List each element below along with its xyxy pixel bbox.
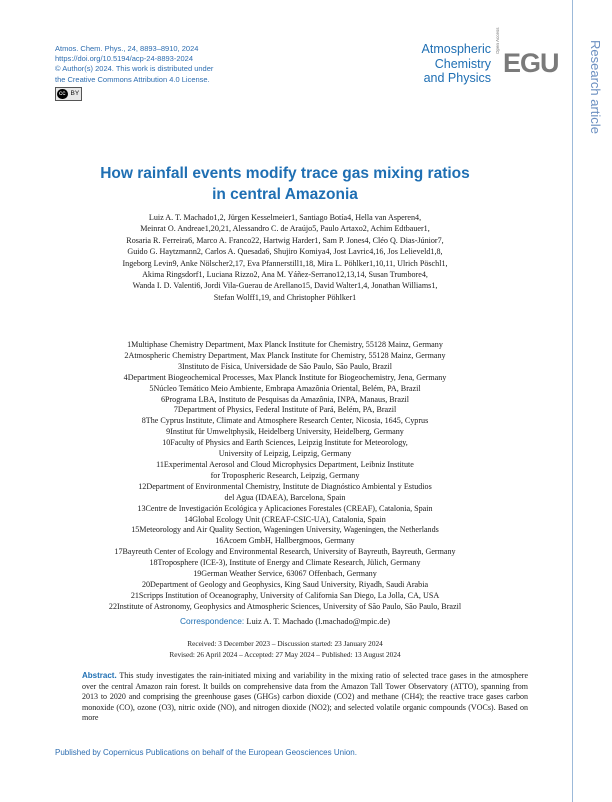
publisher-footer: Published by Copernicus Publications on behalf of the European Geosciences Union. xyxy=(55,748,357,757)
affiliation-line: 6Programa LBA, Instituto de Pesquisas da Amazônia, INPA, Manaus, Brazil xyxy=(160,394,410,404)
correspondence xyxy=(60,616,510,626)
affiliation-line: for Tropospheric Research, Leipzig, Germany xyxy=(210,470,360,480)
citation: Atmos. Chem. Phys., 24, 8893–8910, 2024 xyxy=(55,44,199,53)
cc-icon: cc xyxy=(59,89,66,97)
correspondence-text[interactable]: Luiz A. T. Machado (l.machado@mpic.de) xyxy=(246,617,391,626)
author-line: Luiz A. T. Machado1,2, Jürgen Kesselmeier1, Santiago Botía4, Hella van Asperen4, xyxy=(148,213,422,222)
affiliation-line: 15Meteorology and Air Quality Section, Wageningen University, Wageningen, the Netherlands xyxy=(131,525,439,535)
affiliation-line: 18Troposphere (ICE-3), Institute of Energy and Climate Research, Jülich, Germany xyxy=(149,558,421,568)
journal-name: Atmospheric Chemistry and Physics xyxy=(421,42,491,85)
affiliation-line: 20Department of Geology and Geophysics, King Saud University, Riyadh, Saudi Arabia xyxy=(141,579,429,589)
correspondence-label: Correspondence: xyxy=(179,616,245,626)
article-header xyxy=(55,44,315,101)
author-line: Rosaria R. Ferreira6, Marco A. Franco22, Hartwig Harder1, Sam P. Jones4, Cléo Q. Dias-Júnior7, xyxy=(126,235,444,245)
author-line: Ingeborg Levin9, Anke Nölscher2,17, Eva Pfannerstill1,18, Mira L. Pöhlker1,10,11, Ulrich Pöschl1, xyxy=(122,258,448,268)
affiliation-line: 10Faculty of Physics and Earth Sciences, Leipzig Institute for Meteorology, xyxy=(162,438,408,448)
copyright-line: © Author(s) 2024. This work is distributed under xyxy=(55,64,214,74)
affiliation-line: University of Leipzig, Leipzig, Germany xyxy=(218,449,352,459)
author-list xyxy=(65,212,505,303)
affiliation-line: 7Department of Physics, Federal Institute of Pará, Belém, PA, Brazil xyxy=(173,405,397,415)
affiliation-line: 21Scripps Institution of Oceanography, University of California San Diego, La Jolla, CA, USA xyxy=(130,590,440,600)
affiliation-line: 9Institut für Umweltphysik, Heidelberg University, Heidelberg, Germany xyxy=(166,427,404,437)
author-line: Guido G. Haytzmann2, Carlos A. Quesada6, Shujiro Komiya4, Jost Lavric4,16, Jos Lelieveld1,8, xyxy=(127,247,443,257)
journal-logo xyxy=(408,27,559,96)
affiliation-line: 5Núcleo Temático Meio Ambiente, Embrapa Amazônia Oriental, Belém, PA, Brazil xyxy=(149,383,421,393)
affiliation-line: 1Multiphase Chemistry Department, Max Planck Institute for Chemistry, 55128 Mainz, Germany xyxy=(127,340,443,349)
affiliation-line: 4Department Biogeochemical Processes, Max Planck Institute for Biogeochemistry, Jena, Germany xyxy=(123,372,447,382)
affiliation-line: 2Atmospheric Chemistry Department, Max Planck Institute for Chemistry, 55128 Mainz, Germany xyxy=(124,350,446,360)
publication-dates: Received: 3 December 2023 – Discussion started: 23 January 2024 Revised: 26 April 2024 – Accepted: 27 May 2024 – Published: 13 August 2024 xyxy=(169,639,401,659)
egu-logo-icon: EGU xyxy=(503,48,559,78)
affiliation-line: 16Acoem GmbH, Hallbergmoos, Germany xyxy=(215,536,355,546)
author-line: Akima Ringsdorf1, Luciana Rizzo2, Ana M. Yáñez-Serrano12,13,14, Susan Trumbore4, xyxy=(142,270,428,280)
cc-by-license-badge[interactable] xyxy=(55,87,82,101)
author-line: Meinrat O. Andreae1,20,21, Alessandro C. de Araújo5, Paulo Artaxo2, Achim Edtbauer1, xyxy=(140,224,430,234)
abstract-text: This study investigates the rain-initiated mixing and variability in the mixing ratio of selected trace gases in the atmosphere over the central Amazon rain forest. It builds on comprehensive data from the Amazon Tall Tower Observatory (ATTO), spanning from 2013 to 2020 and comprising the greenhouse gases (GHGs) carbon dioxide (CO2) and methane (CH4); the reactive trace gases carbon monoxide (CO), ozone (O3), nitric oxide (NO), and nitrogen dioxide (NO2); and selected volatile organic compounds (VOCs). Based on more xyxy=(82,671,528,723)
abstract-label: Abstract. xyxy=(82,671,117,680)
by-icon: BY xyxy=(70,89,80,97)
affiliation-line: del Agua (IDAEA), Barcelona, Spain xyxy=(224,492,346,502)
paper-title: How rainfall events modify trace gas mixing ratios in central Amazonia xyxy=(100,165,470,203)
affiliation-line: 19German Weather Service, 63067 Offenbach, Germany xyxy=(193,569,377,579)
author-line: Stefan Wolff1,19, and Christopher Pöhlker1 xyxy=(213,292,357,302)
affiliation-line: 22Institute of Astronomy, Geophysics and Atmospheric Sciences, University of São Paulo, São Paulo, Brazil xyxy=(108,601,462,611)
affiliation-line: 11Experimental Aerosol and Cloud Microphysics Department, Leibniz Institute xyxy=(156,459,414,469)
doi-link[interactable]: https://doi.org/10.5194/acp-24-8893-2024 xyxy=(55,54,194,64)
affiliation-line: 13Centre de Investigación Ecológica y Aplicaciones Forestales (CREAF), Catalonia, Spain xyxy=(137,503,433,513)
affiliation-line: 3Instituto de Física, Universidade de São Paulo, São Paulo, Brazil xyxy=(177,361,392,371)
copyright-line: the Creative Commons Attribution 4.0 License. xyxy=(55,74,210,84)
affiliation-list xyxy=(60,340,510,613)
affiliation-line: 12Department of Environmental Chemistry, Institute de Diagnóstico Ambiental y Estudios xyxy=(138,481,432,491)
side-bar xyxy=(572,0,612,802)
open-access-label: Open Access xyxy=(495,27,500,54)
affiliation-line: 8The Cyprus Institute, Climate and Atmosphere Research Center, Nicosia, 1645, Cyprus xyxy=(141,416,429,426)
affiliation-line: 17Bayreuth Center of Ecology and Environmental Research, University of Bayreuth, Bayreuth, Germany xyxy=(114,547,456,557)
abstract xyxy=(82,671,528,724)
affiliation-line: 14Global Ecology Unit (CREAF-CSIC-UA), Catalonia, Spain xyxy=(184,514,386,524)
author-line: Wanda I. D. Valenti6, Jordi Vila-Guerau de Arellano15, David Walter1,4, Jonathan Williams1, xyxy=(132,281,438,291)
article-type-label: Research article xyxy=(588,40,603,134)
